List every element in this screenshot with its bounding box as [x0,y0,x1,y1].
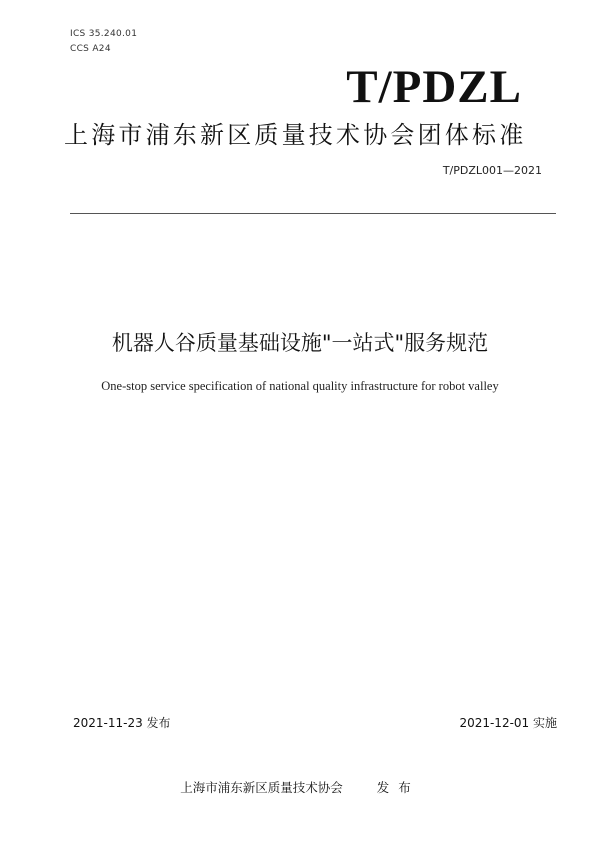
issuer-name: 上海市浦东新区质量技术协会 [180,780,343,795]
header-divider [70,213,556,214]
document-title-cn: 机器人谷质量基础设施"一站式"服务规范 [111,331,489,355]
organization-standard-title: 上海市浦东新区质量技术协会团体标准 [64,121,527,149]
ccs-code: CCS A24 [70,44,111,54]
issue-word: 发布 [376,780,420,795]
issuer-line [0,778,600,796]
standard-brand: T/PDZL [346,61,522,113]
release-date: 2021-11-23 发布 [73,716,171,730]
standard-number: T/PDZL001—2021 [442,164,542,177]
document-title-en: One-stop service specification of national quality infrastructure for robot valley [101,379,499,393]
ics-code: ICS 35.240.01 [70,29,138,39]
implementation-date: 2021-12-01 实施 [459,716,557,730]
